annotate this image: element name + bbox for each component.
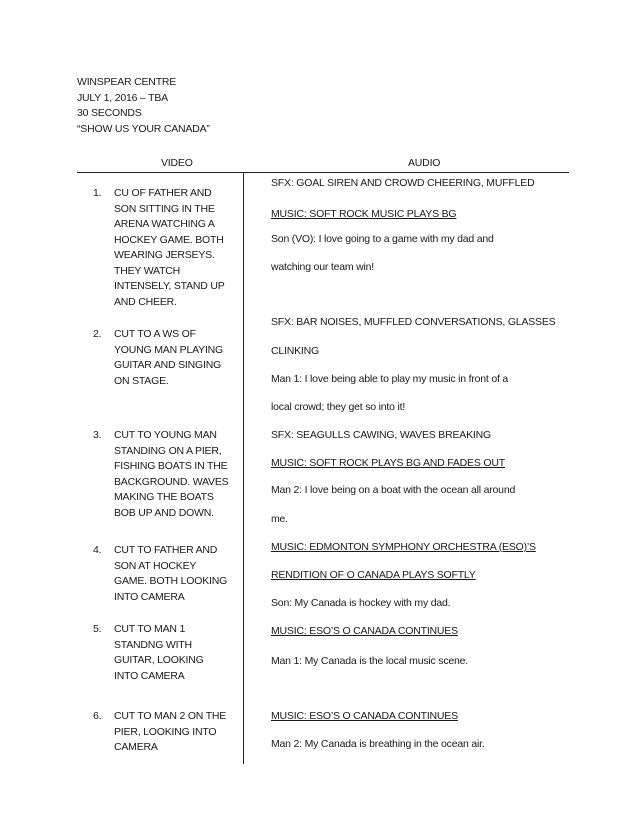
header-rule [77,172,569,173]
audio-line: MUSIC: ESO’S O CANADA CONTINUES [271,625,458,637]
shot-number: 1. [93,187,102,199]
video-column-heading: VIDEO [161,157,193,169]
audio-line: MUSIC: SOFT ROCK PLAYS BG AND FADES OUT [271,457,505,469]
date: JULY 1, 2016 – TBA [77,91,168,104]
audio-line: Man 2: I love being on a boat with the ocean all around [271,484,516,496]
shot-description: CUT TO FATHER AND SON AT HOCKEY GAME. BOTH LOOKING INTO CAMERA [114,544,228,603]
audio-column-heading: AUDIO [408,157,441,169]
column-divider [243,172,244,764]
shot-description: CUT TO MAN 2 ON THE PIER, LOOKING INTO CAMERA [114,710,227,753]
audio-line: SFX: GOAL SIREN AND CROWD CHEERING, MUFFLED [271,177,535,189]
audio-line: Man 1: I love being able to play my music in front of a [271,373,509,385]
shot-description: CUT TO MAN 1 STANDNG WITH GUITAR, LOOKING INTO CAMERA [114,623,204,682]
shot-description: CUT TO A WS OF YOUNG MAN PLAYING GUITAR AND SINGING ON STAGE. [114,328,224,387]
audio-line: MUSIC: SOFT ROCK MUSIC PLAYS BG [271,208,457,220]
audio-line: watching our team win! [271,261,374,273]
audio-line: me. [271,513,288,525]
script-header [77,75,210,137]
shot-description: CU OF FATHER AND SON SITTING IN THE ARENA WATCHING A HOCKEY GAME. BOTH WEARING JERSEYS. THEY WATCH INTENSELY, STAND UP AND CHEER. [114,187,225,308]
audio-line: Son (VO): I love going to a game with my dad and [271,233,494,245]
audio-line: local crowd; they get so into it! [271,401,406,413]
venue: WINSPEAR CENTRE [77,76,177,88]
audio-line: Man 1: My Canada is the local music scene. [271,655,469,667]
shot-number: 3. [93,429,102,441]
audio-line: RENDITION OF O CANADA PLAYS SOFTLY [271,569,476,581]
shot-number: 5. [93,623,102,635]
duration: 30 SECONDS [77,107,142,119]
shot-number: 6. [93,710,102,722]
audio-line: SFX: BAR NOISES, MUFFLED CONVERSATIONS, GLASSES [271,316,556,328]
shot-number: 4. [93,544,102,556]
audio-line: MUSIC: ESO’S O CANADA CONTINUES [271,710,458,722]
audio-line: Man 2: My Canada is breathing in the ocean air. [271,738,485,750]
shot-number: 2. [93,328,102,340]
audio-line: Son: My Canada is hockey with my dad. [271,597,451,609]
audio-line: MUSIC: EDMONTON SYMPHONY ORCHESTRA (ESO)’S [271,541,536,553]
audio-line: SFX: SEAGULLS CAWING, WAVES BREAKING [271,429,491,441]
audio-line: CLINKING [271,345,319,357]
spot-title: “SHOW US YOUR CANADA” [77,122,210,135]
shot-description: CUT TO YOUNG MAN STANDING ON A PIER, FISHING BOATS IN THE BACKGROUND. WAVES MAKING THE BOATS BOB UP AND DOWN. [114,429,229,519]
